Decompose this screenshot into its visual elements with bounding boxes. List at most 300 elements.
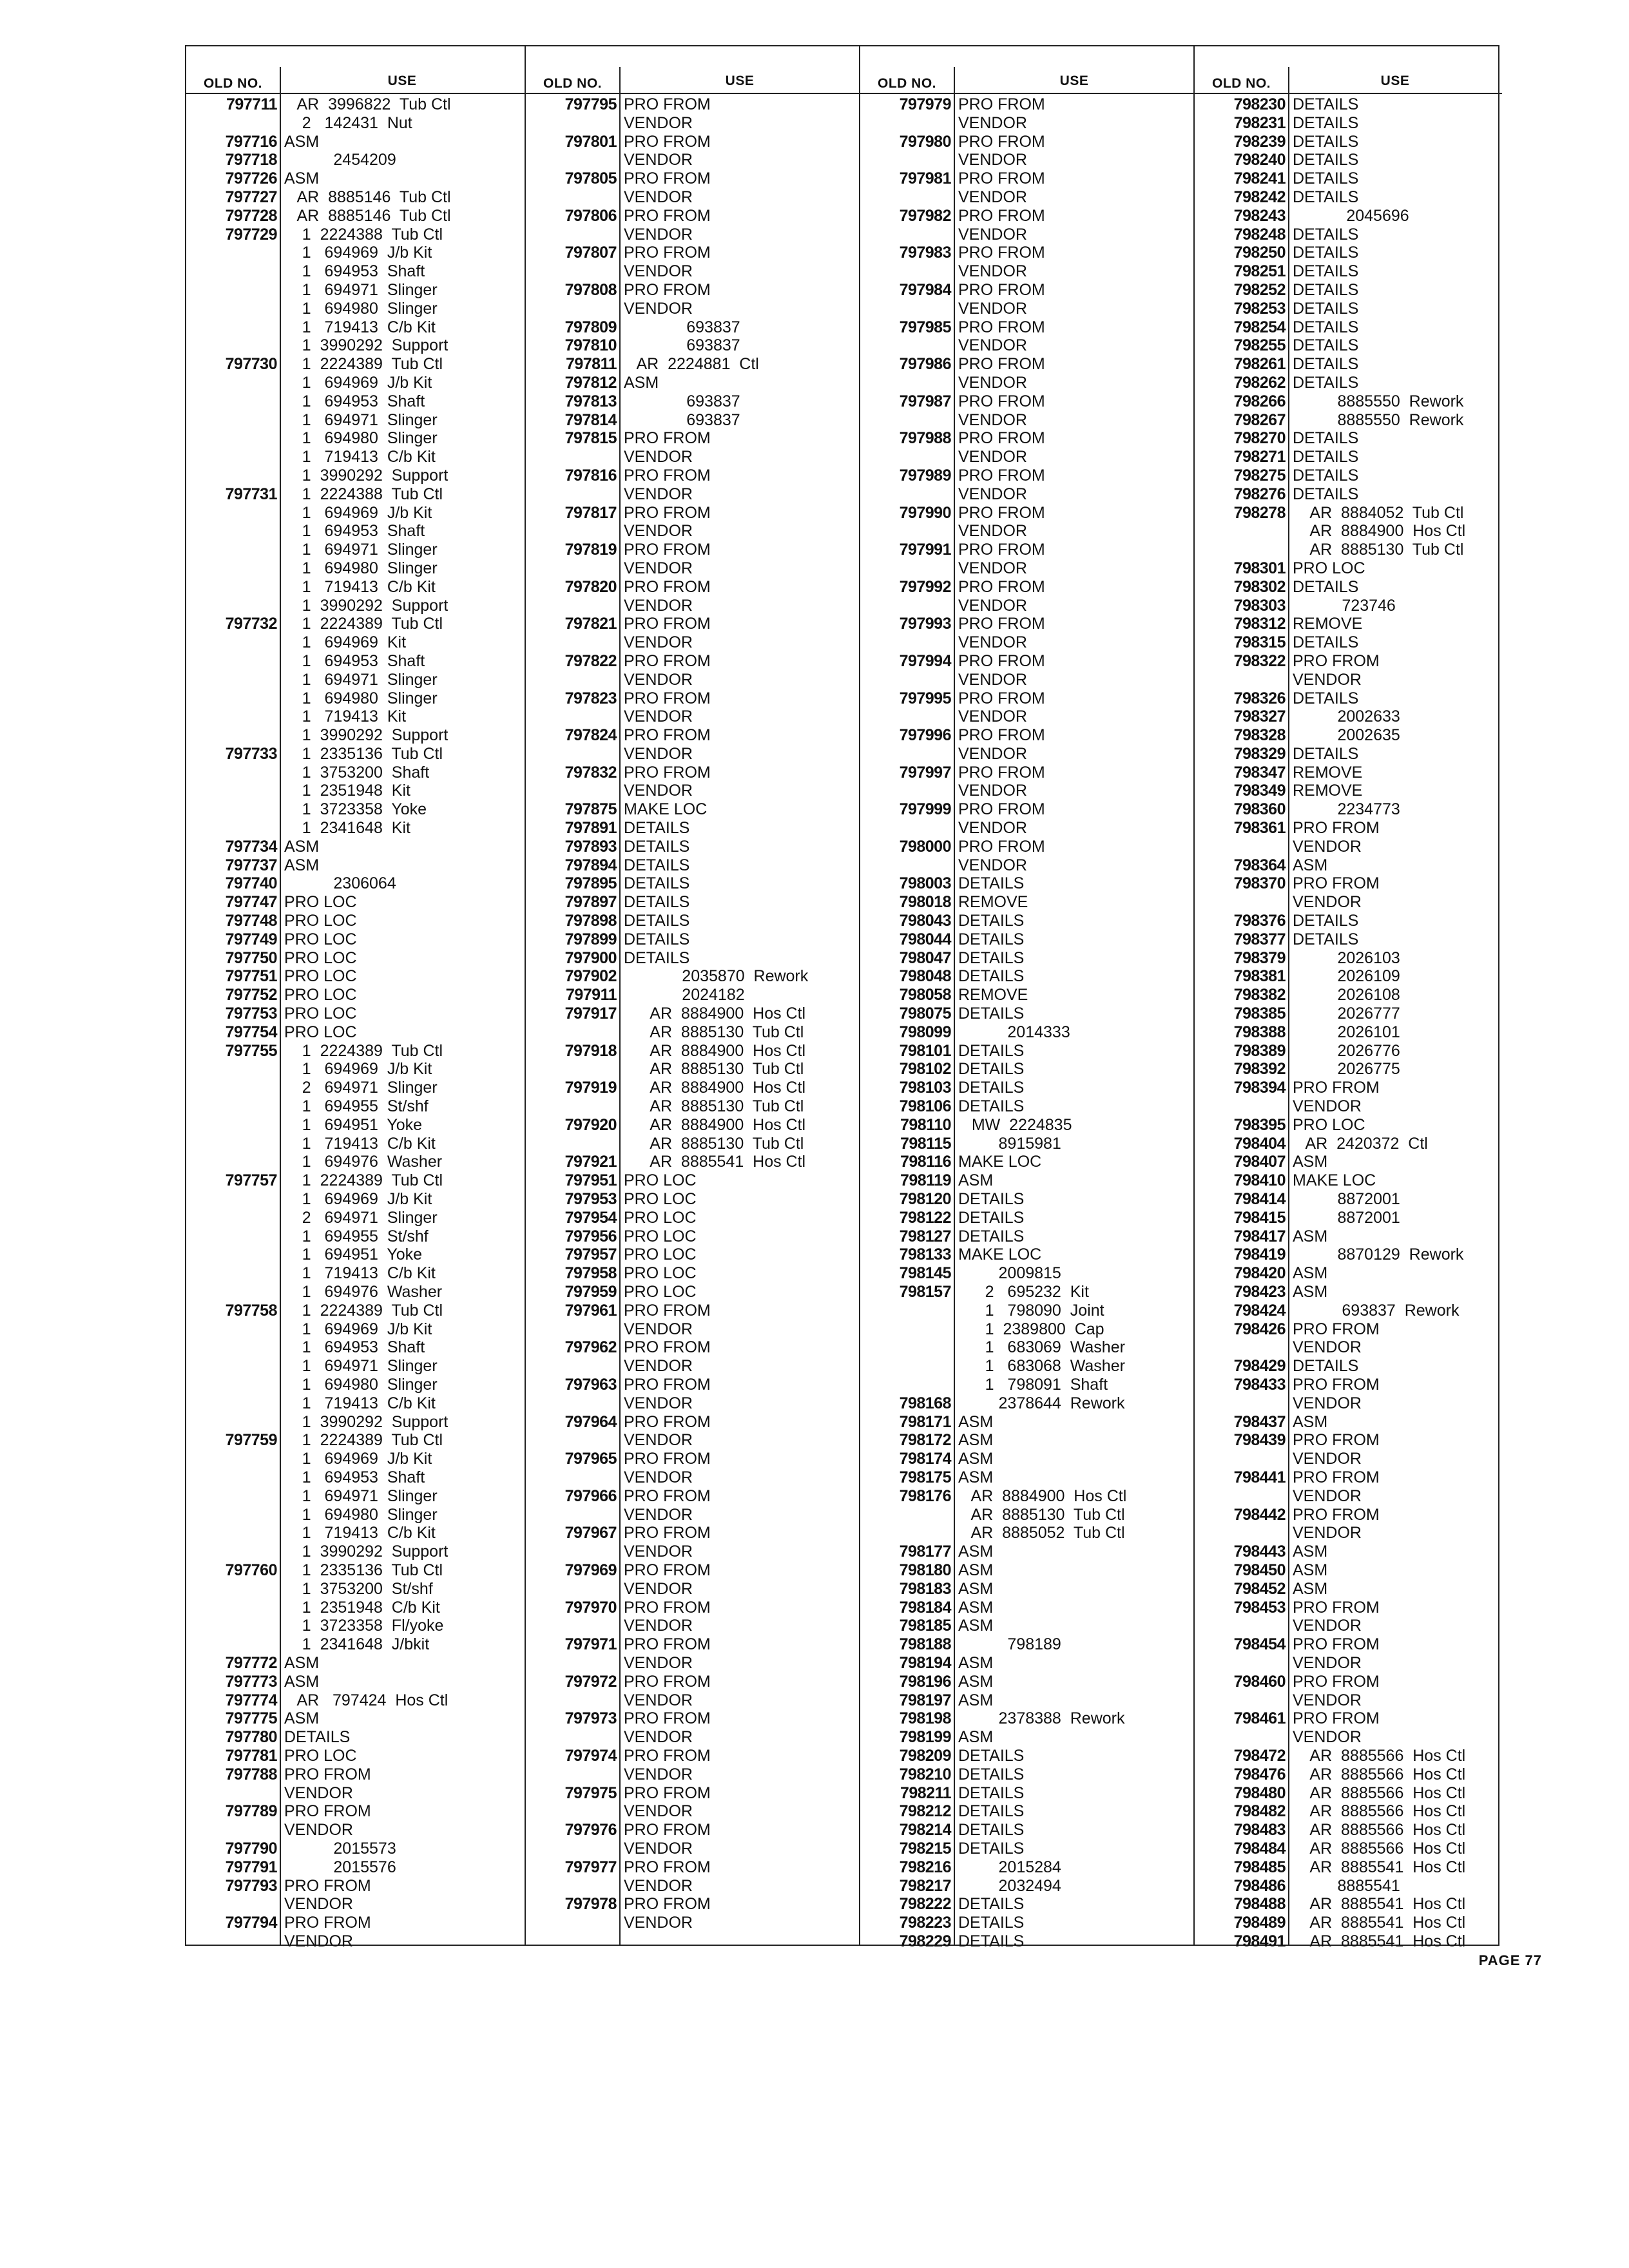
use-cell: MW 2224835 — [958, 1115, 1072, 1134]
old-no-cell: 797791 — [225, 1858, 277, 1876]
use-cell: DETAILS — [958, 1914, 1025, 1932]
table-row — [526, 615, 860, 633]
use-cell: DETAILS — [624, 893, 690, 912]
use-cell: PRO FROM — [624, 503, 711, 522]
table-row — [186, 1079, 525, 1097]
use-cell: PRO LOC — [284, 986, 357, 1004]
old-no-cell: 797820 — [564, 577, 617, 596]
old-no-cell: 797971 — [564, 1635, 617, 1654]
use-cell: ASM — [958, 1672, 994, 1691]
use-cell: PRO FROM — [958, 466, 1045, 485]
use-cell: ASM — [958, 1728, 994, 1747]
table-row — [526, 893, 860, 912]
table-row — [1195, 1079, 1502, 1097]
table-row — [186, 541, 525, 559]
table-row — [860, 764, 1195, 782]
use-cell: VENDOR — [958, 707, 1027, 726]
old-no-cell: 798312 — [1233, 615, 1286, 633]
old-no-cell: 797977 — [564, 1858, 617, 1876]
table-row — [526, 1840, 860, 1858]
use-cell: 2026109 — [1293, 967, 1400, 986]
table-row — [1195, 207, 1502, 226]
table-row — [860, 559, 1195, 578]
use-header: USE — [725, 73, 755, 88]
use-cell: AR 8885146 Tub Ctl — [284, 206, 451, 225]
table-row — [860, 1635, 1195, 1654]
use-cell: 1 3990292 Support — [284, 1412, 448, 1431]
table-row — [186, 1599, 525, 1617]
use-cell: 8885541 — [1293, 1876, 1400, 1895]
use-cell: 2026777 — [1293, 1004, 1400, 1023]
old-no-cell: 797754 — [225, 1023, 277, 1041]
old-no-cell: 798122 — [899, 1208, 951, 1227]
table-row — [186, 504, 525, 523]
use-cell: 1 3990292 Support — [284, 466, 448, 485]
use-cell: VENDOR — [1293, 1728, 1362, 1747]
table-row — [526, 559, 860, 578]
table-row — [186, 1097, 525, 1116]
old-no-cell: 797894 — [564, 856, 617, 874]
table-row — [186, 133, 525, 151]
table-row — [186, 1765, 525, 1784]
use-cell: 1 2224389 Tub Ctl — [284, 615, 443, 633]
column-header — [526, 67, 860, 94]
old-no-cell: 797730 — [225, 355, 277, 374]
use-cell: 2024182 — [624, 986, 745, 1004]
use-cell: 1 719413 C/b Kit — [284, 1524, 436, 1542]
use-cell: DETAILS — [958, 1839, 1025, 1858]
table-row — [1195, 429, 1502, 448]
use-cell: PRO FROM — [1293, 1598, 1380, 1617]
table-row — [1195, 912, 1502, 930]
table-row — [860, 133, 1195, 151]
use-cell: ASM — [958, 1468, 994, 1486]
table-row — [186, 522, 525, 541]
use-cell: AR 2420372 Ctl — [1293, 1134, 1428, 1153]
table-row — [860, 318, 1195, 337]
table-row — [186, 1784, 525, 1803]
table-row — [526, 1821, 860, 1840]
use-cell: 693837 — [624, 318, 740, 336]
use-cell: AR 8885541 Hos Ctl — [1293, 1932, 1466, 1950]
column-4 — [1193, 46, 1502, 1950]
use-cell: DETAILS — [958, 1208, 1025, 1227]
use-cell: 1 798091 Shaft — [958, 1375, 1108, 1394]
table-row — [186, 1171, 525, 1190]
use-cell: MAKE LOC — [958, 1245, 1042, 1264]
table-row — [186, 782, 525, 800]
old-no-cell: 798229 — [899, 1932, 951, 1950]
old-no-cell: 797993 — [899, 615, 951, 633]
old-no-cell: 797989 — [899, 466, 951, 485]
old-no-cell: 798188 — [899, 1635, 951, 1654]
table-row — [186, 1023, 525, 1042]
use-cell: 1 694953 Shaft — [284, 392, 425, 410]
use-cell: 1 3990292 Support — [284, 336, 448, 355]
table-row — [1195, 392, 1502, 411]
table-row — [860, 597, 1195, 615]
table-row — [186, 1413, 525, 1432]
old-no-cell: 798276 — [1233, 485, 1286, 503]
old-no-cell: 797727 — [225, 187, 277, 206]
use-cell: PRO FROM — [1293, 1672, 1380, 1691]
table-row — [1195, 1895, 1502, 1914]
column-rows — [526, 95, 860, 1932]
use-cell: PRO FROM — [1293, 1468, 1380, 1486]
use-cell: AR 8885566 Hos Ctl — [1293, 1821, 1466, 1840]
use-cell: ASM — [624, 373, 659, 392]
use-cell: PRO FROM — [958, 355, 1045, 374]
use-cell: ASM — [1293, 1412, 1328, 1431]
table-row — [526, 1914, 860, 1932]
use-cell: 8870129 Rework — [1293, 1245, 1464, 1264]
table-row — [860, 522, 1195, 541]
table-row — [186, 578, 525, 597]
table-row — [860, 874, 1195, 893]
old-no-header: OLD NO. — [878, 76, 936, 91]
table-row — [860, 1116, 1195, 1135]
old-no-cell: 797982 — [899, 206, 951, 225]
old-no-cell: 797819 — [564, 541, 617, 559]
old-no-cell: 798253 — [1233, 299, 1286, 318]
use-cell: PRO FROM — [958, 280, 1045, 299]
table-row — [526, 1506, 860, 1524]
table-row — [860, 652, 1195, 671]
use-cell: DETAILS — [958, 1097, 1025, 1116]
table-row — [1195, 1673, 1502, 1691]
table-row — [1195, 151, 1502, 169]
use-cell: VENDOR — [958, 262, 1027, 281]
use-cell: VENDOR — [284, 1895, 353, 1914]
table-row — [526, 1338, 860, 1357]
old-no-cell: 797801 — [564, 132, 617, 151]
table-row — [186, 429, 525, 448]
table-row — [526, 689, 860, 708]
use-cell: AR 8885541 Hos Ctl — [1293, 1858, 1466, 1876]
table-row — [526, 1617, 860, 1635]
table-row — [186, 1264, 525, 1283]
table-row — [526, 967, 860, 986]
use-cell: VENDOR — [624, 559, 693, 577]
use-cell: PRO FROM — [958, 206, 1045, 225]
table-row — [1195, 652, 1502, 671]
table-row — [526, 782, 860, 800]
old-no-cell: 798058 — [899, 986, 951, 1004]
table-row — [186, 726, 525, 745]
table-row — [860, 615, 1195, 633]
use-cell: PRO LOC — [624, 1227, 697, 1245]
use-cell: REMOVE — [1293, 763, 1363, 782]
use-cell: PRO FROM — [624, 1561, 711, 1579]
table-row — [186, 1524, 525, 1542]
use-cell: PRO LOC — [624, 1190, 697, 1209]
use-cell: 1 694971 Slinger — [284, 541, 438, 559]
old-no-cell: 797748 — [225, 912, 277, 930]
table-row — [860, 429, 1195, 448]
use-cell: VENDOR — [958, 782, 1027, 800]
old-no-cell: 798424 — [1233, 1301, 1286, 1320]
use-cell: VENDOR — [958, 410, 1027, 429]
old-no-cell: 797728 — [225, 206, 277, 225]
table-row — [1195, 1821, 1502, 1840]
table-row — [526, 1209, 860, 1227]
use-cell: DETAILS — [1293, 633, 1359, 652]
old-no-cell: 797951 — [564, 1171, 617, 1190]
use-cell: 1 2224388 Tub Ctl — [284, 485, 443, 503]
table-row — [1195, 281, 1502, 300]
use-cell: 1 694971 Slinger — [284, 280, 438, 299]
table-row — [1195, 1932, 1502, 1951]
old-no-cell: 798261 — [1233, 355, 1286, 374]
use-cell: PRO FROM — [624, 1524, 711, 1542]
use-cell: 1 719413 C/b Kit — [284, 1134, 436, 1153]
use-cell: ASM — [958, 1412, 994, 1431]
table-row — [860, 1542, 1195, 1561]
old-no-cell: 797759 — [225, 1431, 277, 1450]
table-row — [860, 1209, 1195, 1227]
old-no-cell: 798222 — [899, 1895, 951, 1914]
use-cell: ASM — [284, 837, 320, 856]
use-cell: 1 2351948 Kit — [284, 782, 410, 800]
old-no-cell: 798420 — [1233, 1264, 1286, 1283]
use-cell: 1 694969 J/b Kit — [284, 1320, 432, 1338]
use-cell: 1 694980 Slinger — [284, 1505, 438, 1524]
use-cell: 2026103 — [1293, 948, 1400, 967]
table-row — [186, 652, 525, 671]
old-no-cell: 797964 — [564, 1412, 617, 1431]
use-cell: DETAILS — [1293, 113, 1359, 132]
table-row — [526, 1580, 860, 1599]
table-row — [186, 597, 525, 615]
use-cell: 8872001 — [1293, 1190, 1400, 1209]
use-cell: 1 694971 Slinger — [284, 670, 438, 689]
old-no-cell: 797969 — [564, 1561, 617, 1579]
use-cell: 1 694969 J/b Kit — [284, 503, 432, 522]
use-cell: VENDOR — [624, 1431, 693, 1450]
use-cell: PRO FROM — [958, 429, 1045, 448]
table-row — [526, 1895, 860, 1914]
use-cell: VENDOR — [624, 1617, 693, 1635]
old-no-cell: 798075 — [899, 1004, 951, 1023]
table-row — [860, 1357, 1195, 1376]
table-row — [860, 1858, 1195, 1877]
use-cell: 1 3753200 St/shf — [284, 1579, 433, 1598]
old-no-cell: 797760 — [225, 1561, 277, 1579]
table-row — [1195, 1858, 1502, 1877]
old-no-header: OLD NO. — [1212, 76, 1271, 91]
old-no-cell: 797816 — [564, 466, 617, 485]
use-cell: 1 798090 Joint — [958, 1301, 1104, 1320]
table-row — [526, 1877, 860, 1896]
old-no-cell: 797737 — [225, 856, 277, 874]
old-no-cell: 798241 — [1233, 169, 1286, 188]
table-row — [186, 392, 525, 411]
use-cell: VENDOR — [1293, 1691, 1362, 1709]
table-row — [186, 1227, 525, 1246]
use-cell: VENDOR — [624, 1542, 693, 1561]
old-no-cell: 797984 — [899, 280, 951, 299]
table-row — [1195, 300, 1502, 318]
table-row — [1195, 745, 1502, 764]
use-cell: PRO LOC — [624, 1208, 697, 1227]
table-row — [186, 411, 525, 430]
use-cell: 2234773 — [1293, 800, 1400, 819]
table-row — [1195, 1765, 1502, 1784]
table-row — [186, 1320, 525, 1339]
table-row — [186, 1728, 525, 1747]
old-no-cell: 798199 — [899, 1728, 951, 1747]
old-no-cell: 797954 — [564, 1208, 617, 1227]
table-row — [526, 374, 860, 392]
use-cell: 1 694980 Slinger — [284, 689, 438, 707]
table-row — [1195, 466, 1502, 485]
table-row — [1195, 169, 1502, 188]
use-cell: DETAILS — [1293, 95, 1359, 113]
old-no-cell: 798360 — [1233, 800, 1286, 819]
use-cell: 1 2389800 Cap — [958, 1320, 1104, 1338]
table-row — [1195, 95, 1502, 114]
table-row — [186, 1877, 525, 1896]
table-row — [860, 707, 1195, 726]
old-no-cell: 797895 — [564, 874, 617, 893]
use-cell: PRO FROM — [1293, 874, 1380, 893]
use-cell: 1 694971 Slinger — [284, 1486, 438, 1505]
use-cell: MAKE LOC — [958, 1153, 1042, 1171]
old-no-cell: 797726 — [225, 169, 277, 188]
table-row — [860, 485, 1195, 504]
table-row — [186, 1190, 525, 1209]
table-row — [860, 1617, 1195, 1635]
table-row — [860, 1023, 1195, 1042]
old-no-cell: 797795 — [564, 95, 617, 113]
old-no-cell: 797732 — [225, 615, 277, 633]
table-row — [1195, 188, 1502, 207]
use-cell: 1 2341648 J/bkit — [284, 1635, 430, 1654]
use-cell: PRO FROM — [624, 1783, 711, 1802]
table-row — [526, 597, 860, 615]
use-cell: PRO FROM — [624, 1598, 711, 1617]
table-row — [186, 1042, 525, 1061]
use-cell: VENDOR — [624, 670, 693, 689]
table-row — [186, 1153, 525, 1171]
old-no-cell: 798491 — [1233, 1932, 1286, 1950]
use-cell: AR 8885146 Tub Ctl — [284, 187, 451, 206]
use-cell: 1 694980 Slinger — [284, 429, 438, 448]
use-cell: 2035870 Rework — [624, 967, 809, 986]
old-no-cell: 797986 — [899, 355, 951, 374]
old-no-cell: 798223 — [899, 1914, 951, 1932]
table-row — [526, 1673, 860, 1691]
use-cell: 1 694971 Slinger — [284, 1357, 438, 1376]
use-cell: PRO FROM — [624, 1412, 711, 1431]
table-row — [1195, 262, 1502, 281]
table-row — [860, 1765, 1195, 1784]
table-row — [860, 800, 1195, 819]
table-row — [526, 466, 860, 485]
use-cell: DETAILS — [1293, 169, 1359, 188]
use-cell: VENDOR — [958, 559, 1027, 577]
table-row — [1195, 578, 1502, 597]
use-cell: 1 719413 C/b Kit — [284, 318, 436, 336]
use-cell: 1 694955 St/shf — [284, 1097, 429, 1116]
old-no-cell: 797757 — [225, 1171, 277, 1190]
old-no-cell: 797812 — [564, 373, 617, 392]
table-row — [1195, 1004, 1502, 1023]
old-no-cell: 797832 — [564, 763, 617, 782]
table-row — [186, 1135, 525, 1153]
table-row — [526, 411, 860, 430]
table-row — [526, 448, 860, 466]
old-no-cell: 798417 — [1233, 1227, 1286, 1245]
use-cell: VENDOR — [624, 1839, 693, 1858]
table-row — [860, 1673, 1195, 1691]
table-row — [860, 578, 1195, 597]
old-no-cell: 797991 — [899, 541, 951, 559]
use-cell: ASM — [958, 1617, 994, 1635]
old-no-cell: 798197 — [899, 1691, 951, 1709]
old-no-cell: 798230 — [1233, 95, 1286, 113]
old-no-cell: 798442 — [1233, 1505, 1286, 1524]
use-cell: ASM — [284, 169, 320, 188]
use-cell: VENDOR — [958, 151, 1027, 169]
old-no-cell: 798047 — [899, 948, 951, 967]
table-row — [1195, 1580, 1502, 1599]
old-no-cell: 797731 — [225, 485, 277, 503]
use-cell: 1 694951 Yoke — [284, 1245, 423, 1264]
use-cell: PRO LOC — [284, 1004, 357, 1023]
use-cell: DETAILS — [958, 874, 1025, 893]
table-row — [1195, 838, 1502, 856]
use-cell: PRO FROM — [624, 651, 711, 670]
table-row — [526, 1060, 860, 1079]
use-cell: VENDOR — [624, 1765, 693, 1783]
table-row — [860, 1802, 1195, 1821]
use-cell: 2014333 — [958, 1023, 1070, 1041]
use-cell: PRO FROM — [1293, 1709, 1380, 1728]
table-row — [1195, 597, 1502, 615]
use-cell: DETAILS — [1293, 466, 1359, 485]
use-cell: REMOVE — [1293, 782, 1363, 800]
old-no-cell: 798426 — [1233, 1320, 1286, 1338]
old-no-cell: 798315 — [1233, 633, 1286, 652]
table-row — [1195, 671, 1502, 689]
table-row — [1195, 1784, 1502, 1803]
table-row — [1195, 485, 1502, 504]
table-row — [186, 151, 525, 169]
old-no-cell: 798209 — [899, 1746, 951, 1765]
old-no-cell: 797875 — [564, 800, 617, 819]
table-row — [860, 1413, 1195, 1432]
table-row — [186, 1691, 525, 1710]
use-cell: PRO FROM — [624, 132, 711, 151]
old-no-cell: 798404 — [1233, 1134, 1286, 1153]
table-row — [186, 169, 525, 188]
column-rows — [860, 95, 1195, 1951]
use-cell: 1 2341648 Kit — [284, 819, 410, 838]
table-row — [526, 578, 860, 597]
table-row — [526, 912, 860, 930]
old-no-header: OLD NO. — [204, 76, 262, 91]
old-no-cell: 798120 — [899, 1190, 951, 1209]
use-cell: 1 719413 C/b Kit — [284, 1394, 436, 1412]
use-cell: AR 797424 Hos Ctl — [284, 1691, 448, 1709]
use-cell: VENDOR — [1293, 670, 1362, 689]
use-cell: PRO LOC — [284, 1746, 357, 1765]
use-cell: DETAILS — [1293, 187, 1359, 206]
use-cell: PRO FROM — [624, 1895, 711, 1914]
use-cell: ASM — [1293, 1579, 1328, 1598]
use-cell: ASM — [958, 1450, 994, 1468]
